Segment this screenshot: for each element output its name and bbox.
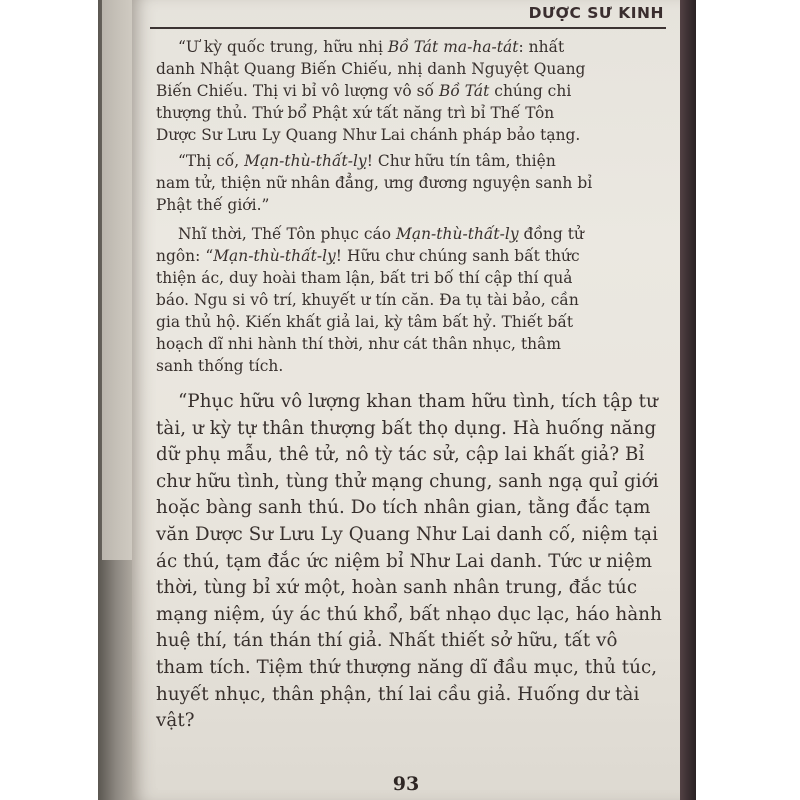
- text-line: hoạch dĩ nhi hành thí thời, như cát thân nhục, thâm: [156, 335, 562, 353]
- text-line: gia thủ hộ. Kiến khất giả lai, kỳ tâm bất hỷ. Thiết bất: [156, 313, 574, 331]
- book-page: [132, 0, 680, 800]
- italic-term: Mạn-thù-thất-lỵ: [244, 152, 367, 170]
- text-line: tài, ư kỳ tự thân thượng bất thọ dụng. Hà huống năng: [156, 417, 657, 439]
- italic-term: Mạn-thù-thất-lỵ: [396, 225, 519, 243]
- text-line: vật?: [156, 710, 195, 732]
- text-line: Biến Chiếu. Thị vi bỉ vô lượng vô số Bồ Tát chúng chi: [156, 82, 572, 100]
- text-line: ác thú, tạm đắc ức niệm bỉ Như Lai danh. Tức ư niệm: [156, 550, 653, 572]
- text-line: sanh thống tích.: [156, 357, 284, 375]
- running-header-title: DƯỢC SƯ KINH: [528, 4, 664, 22]
- text-line: huyết nhục, thân phận, thí lai cầu giả. Huống dư tài: [156, 683, 640, 705]
- text-line: “Phục hữu vô lượng khan tham hữu tình, tích tập tư: [178, 391, 658, 412]
- page-number: 93: [392, 773, 420, 795]
- text-line: dữ phụ mẫu, thê tử, nô tỳ tác sử, cập lai khất giả? Bỉ: [156, 444, 645, 466]
- text-line: thời, tùng bỉ xứ một, hoàn sanh nhân trung, đắc túc: [156, 577, 638, 599]
- text-line: Nhĩ thời, Thế Tôn phục cáo Mạn-thù-thất-lỵ đồng tử: [178, 225, 584, 243]
- paragraph-3: [156, 223, 672, 377]
- text-line: mạng niệm, úy ác thú khổ, bất nhạo dục lạc, háo hành: [156, 603, 662, 625]
- text-line: nam tử, thiện nữ nhân đẳng, ưng đương nguyện sanh bỉ: [156, 174, 593, 192]
- text-line: văn Dược Sư Lưu Ly Quang Như Lai danh cố, niệm tại: [156, 523, 658, 545]
- text-line: ngôn: “Mạn-thù-thất-lỵ! Hữu chư chúng sanh bất thức: [156, 247, 580, 265]
- text-line: Dược Sư Lưu Ly Quang Như Lai chánh pháp bảo tạng.: [156, 126, 581, 144]
- text-line: danh Nhật Quang Biến Chiếu, nhị danh Nguyệt Quang: [156, 60, 586, 78]
- paragraph-4: [156, 389, 672, 735]
- text-line: thiện ác, duy hoài tham lận, bất tri bố thí cập thí quả: [156, 269, 573, 287]
- text-line: huệ thí, tán thán thí giả. Nhất thiết sở hữu, tất vô: [156, 630, 618, 652]
- text-line: tham tích. Tiệm thứ thượng năng dĩ đầu mục, thủ túc,: [156, 656, 658, 678]
- italic-term: Bồ Tát: [438, 82, 490, 100]
- body-text: [156, 36, 672, 735]
- text-line: hoặc bàng sanh thú. Do tích nhân gian, tằng đắc tạm: [156, 497, 651, 519]
- text-line: chư hữu tình, tùng thử mạng chung, sanh ngạ quỉ giới: [156, 470, 659, 492]
- text-line: báo. Ngu si vô trí, khuyết ư tín căn. Đa tụ tài bảo, cần: [156, 291, 579, 309]
- paragraph-2: [156, 150, 672, 216]
- italic-term: Mạn-thù-thất-lỵ: [213, 247, 336, 265]
- text-line: thượng thủ. Thứ bổ Phật xứ tất năng trì bỉ Thế Tôn: [156, 104, 555, 122]
- paragraph-1: [156, 36, 672, 146]
- header-rule: [150, 27, 666, 29]
- italic-term: Bồ Tát ma-ha-tát: [387, 38, 519, 56]
- text-line: “Thị cố, Mạn-thù-thất-lỵ! Chư hữu tín tâm, thiện: [178, 152, 556, 170]
- text-line: Phật thế giới.”: [156, 196, 270, 214]
- text-line: “Ư kỳ quốc trung, hữu nhị Bồ Tát ma-ha-tát: nhất: [178, 38, 565, 56]
